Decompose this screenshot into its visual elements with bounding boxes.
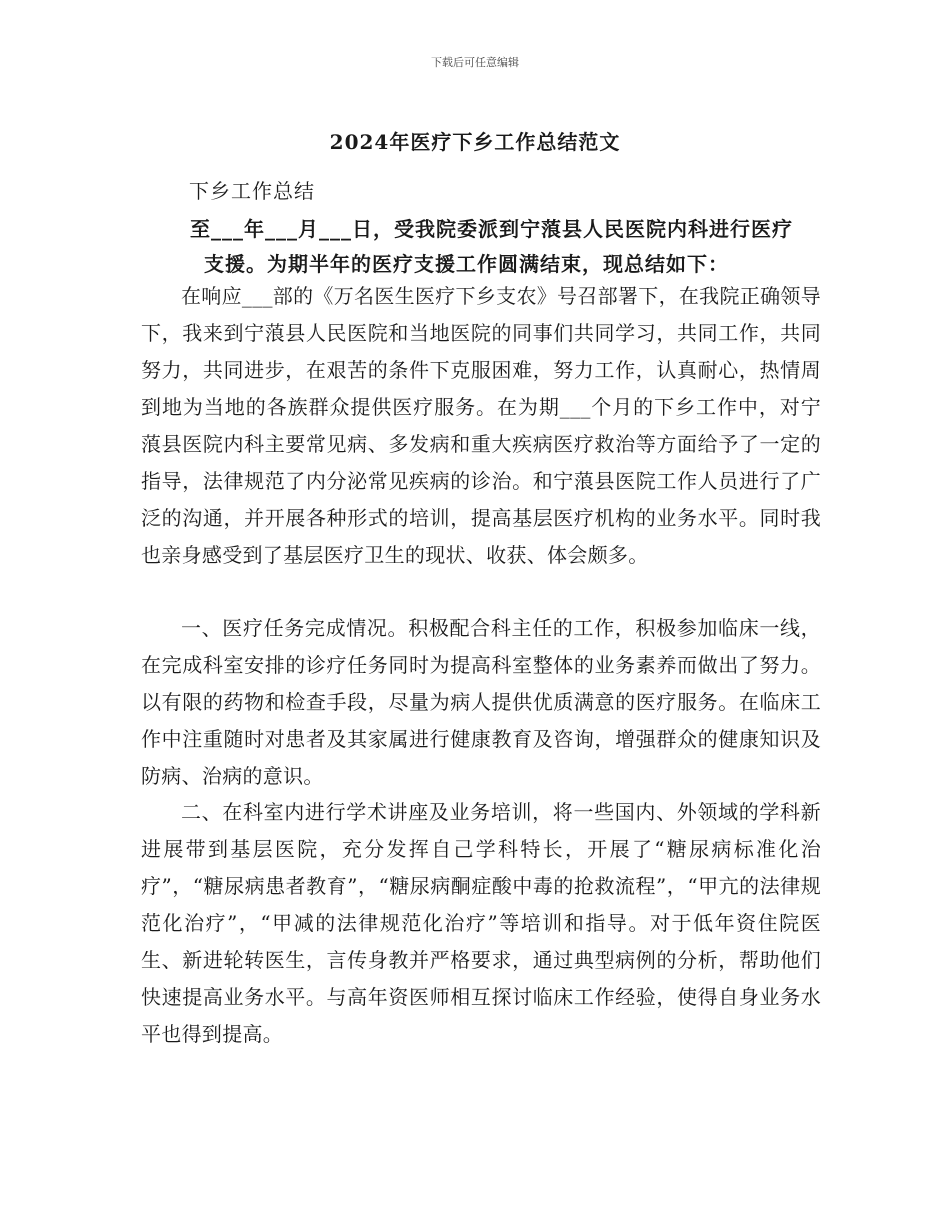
document-subtitle: 下乡工作总结 [189, 179, 315, 203]
paragraph-2: 一、医疗任务完成情况。积极配合科主任的工作，积极参加临床一线，在完成科室安排的诊疗任务同时为提高科室整体的业务素养而做出了努力。以有限的药物和检查手段，尽量为病人提供优质满意的医疗服务。在临床工作中注重随时对患者及其家属进行健康教育及咨询，增强群众的健康知识及防病、治病的意识。 [141, 616, 821, 788]
intro-line-1: 至___年___月___日，受我院委派到宁蒗县人民医院内科进行医疗 [190, 217, 793, 241]
document-title: 2024年医疗下乡工作总结范文 [329, 130, 621, 154]
header-note: 下载后可任意编辑 [431, 56, 519, 69]
paragraph-3: 二、在科室内进行学术讲座及业务培训，将一些国内、外领域的学科新进展带到基层医院，充分发挥自己学科特长，开展了“糖尿病标准化治疗”，“糖尿病患者教育”，“糖尿病酮症酸中毒的抢救流程”，“甲亢的法律规范化治疗”，“甲减的法律规范化治疗”等培训和指导。对于低年资住院医生、新进轮转医生，言传身教并严格要求，通过典型病例的分析，帮助他们快速提高业务水平。与高年资医师相互探讨临床工作经验，使得自身业务水平也得到提高。 [141, 800, 821, 1046]
paragraph-1: 在响应___部的《万名医生医疗下乡支农》号召部署下，在我院正确领导下，我来到宁蒗县人民医院和当地医院的同事们共同学习，共同工作，共同努力，共同进步，在艰苦的条件下克服困难，努力工作，认真耐心，热情周到地为当地的各族群众提供医疗服务。在为期___个月的下乡工作中，对宁蒗县医院内科主要常见病、多发病和重大疾病医疗救治等方面给予了一定的指导，法律规范了内分泌常见疾病的诊治。和宁蒗县医院工作人员进行了广泛的沟通，并开展各种形式的培训，提高基层医疗机构的业务水平。同时我也亲身感受到了基层医疗卫生的现状、收获、体会颇多。 [141, 284, 821, 567]
intro-statement [180, 212, 820, 282]
intro-line-2: 支援。为期半年的医疗支援工作圆满结束，现总结如下： [204, 252, 729, 276]
